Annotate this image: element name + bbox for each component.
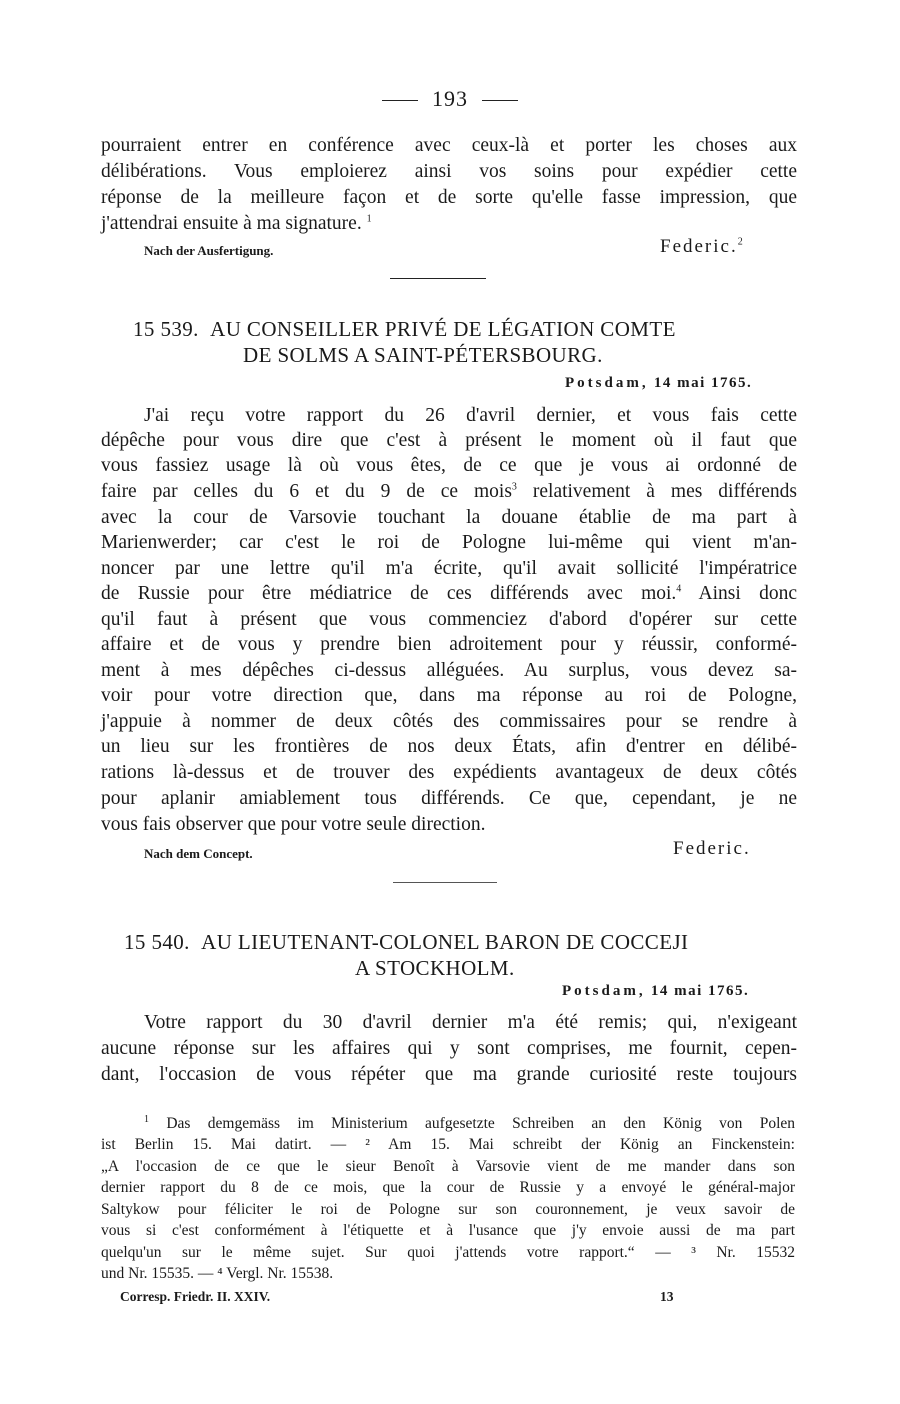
letter-15540-place: Potsdam,	[562, 983, 646, 999]
letter-15540-line-2: aucune réponse sur les affaires qui y sont comprises, me fournit, cepen-	[101, 1038, 797, 1059]
footnote-line-2: ist Berlin 15. Mai datirt. — ² Am 15. Mai schreibt der König an Finckenstein:	[101, 1136, 795, 1153]
footnote-mark-3: 3	[511, 481, 517, 493]
letter-15539-line-8	[101, 581, 797, 607]
footnote-line-3: „A l'occasion de ce que le sieur Benoît à Varsovie vient de me mander dans son	[101, 1158, 795, 1175]
letter-15539-line-7: noncer par une lettre qu'il m'a écrite, qu'il avait sollicité l'impératrice	[101, 558, 797, 579]
intro-line-1: pourraient entrer en conférence avec ceux-là et porter les choses aux	[101, 135, 797, 156]
letter-15539-heading-line-1	[133, 317, 676, 342]
footnote-line-7: quelqu'un sur le même sujet. Sur quoi j'attends votre rapport.“ — ³ Nr. 15532	[101, 1244, 795, 1261]
letter-15539-line-4-tail: relativement à mes différends	[532, 481, 797, 502]
letter-15539-dateline	[565, 375, 752, 392]
footnote-1-marker: 1	[144, 1113, 149, 1125]
footnote-line-1	[144, 1113, 795, 1135]
letter-15539-line-4-text: faire par celles du 6 et du 9 de ce mois	[101, 481, 512, 502]
intro-source-note: Nach der Ausfertigung.	[144, 243, 274, 258]
page-number-dash-right	[482, 100, 518, 101]
letter-15539-title-2: DE SOLMS A SAINT-PÉTERSBOURG.	[243, 343, 603, 367]
footnote-line-4: dernier rapport du 8 de ce mois, que la cour de Russie y a envoyé le général-major	[101, 1179, 795, 1196]
letter-15539-line-12: voir pour votre direction que, dans ma réponse au roi de Pologne,	[101, 685, 797, 706]
intro-line-4	[101, 211, 797, 237]
letter-15540-dateline	[562, 983, 749, 1000]
letter-15539-line-13: j'appuie à nommer de deux côtés des commissaires pour se rendre à	[101, 711, 797, 732]
letter-15539-place: Potsdam,	[565, 375, 649, 391]
letter-15540-line-1: Votre rapport du 30 d'avril dernier m'a été remis; qui, n'exigeant	[144, 1012, 797, 1033]
letter-15539-line-4	[101, 479, 797, 505]
page-number-dash-left	[382, 100, 418, 101]
letter-15539-line-16: pour aplanir amiablement tous différends. Ce que, cependant, je ne	[101, 788, 797, 809]
footnote-line-6: vous si c'est conformément à l'étiquette et à l'usance que j'y envoie aussi de ma part	[101, 1222, 795, 1239]
footnote-line-5: Saltykow pour féliciter le roi de Pologne sur son couronnement, je veux savoir de	[101, 1201, 795, 1218]
page-number	[0, 86, 900, 112]
footnote-line-1-text: Das demgemäss im Ministerium aufgesetzte Schreiben an den König von Polen	[166, 1115, 795, 1132]
section-divider-1	[390, 278, 486, 279]
letter-15539-number: 15 539.	[133, 317, 199, 341]
letter-15539-line-5: avec la cour de Varsovie touchant la douane établie de ma part à	[101, 507, 797, 528]
footnote-line-8: und Nr. 15535. — ⁴ Vergl. Nr. 15538.	[101, 1265, 334, 1282]
letter-15539-line-8-text: de Russie pour être médiatrice de ces différends avec moi.	[101, 583, 677, 604]
letter-15539-signature: Federic.	[673, 838, 751, 859]
letter-15539-line-15: rations là-dessus et de trouver des expédients avantageux de deux côtés	[101, 762, 797, 783]
intro-line-4-text: j'attendrai ensuite à ma signature.	[101, 213, 362, 234]
letter-15539-line-9: qu'il faut à présent que vous commenciez d'abord d'opérer sur cette	[101, 609, 797, 630]
letter-15539-line-2: dépêche pour vous dire que c'est à présent le moment où il faut que	[101, 430, 797, 451]
letter-15540-number: 15 540.	[124, 930, 190, 954]
intro-signature-text: Federic.	[660, 236, 738, 257]
letter-15539-line-1: J'ai reçu votre rapport du 26 d'avril dernier, et vous fais cette	[144, 405, 797, 426]
section-divider-2	[393, 882, 497, 883]
intro-signature	[660, 236, 745, 258]
letter-15539-line-3: vous fassiez usage là où vous êtes, de ce que je vous ai ordonné de	[101, 455, 797, 476]
page-number-text: 193	[432, 86, 468, 111]
letter-15539-line-8-tail: Ainsi donc	[698, 583, 797, 604]
intro-line-2: délibérations. Vous emploierez ainsi vos soins pour expédier cette	[101, 161, 797, 182]
letter-15540-heading-line-1	[124, 930, 688, 955]
letter-15539-source-note: Nach dem Concept.	[144, 846, 253, 861]
footnote-mark-2: 2	[737, 236, 745, 248]
footnote-mark-4: 4	[676, 583, 682, 595]
letter-15539-line-10: affaire et de vous y prendre bien adroitement pour y réussir, conformé-	[101, 634, 797, 655]
letter-15539-title-1: AU CONSEILLER PRIVÉ DE LÉGATION COMTE	[210, 317, 676, 341]
letter-15539-line-17: vous fais observer que pour votre seule direction.	[101, 814, 486, 835]
letter-15540-date: 14 mai 1765.	[650, 983, 750, 999]
letter-15540-title-2: A STOCKHOLM.	[355, 956, 515, 980]
letter-15539-date: 14 mai 1765.	[653, 375, 753, 391]
footer-sheet-number: 13	[660, 1289, 674, 1304]
footer-signature-mark: Corresp. Friedr. II. XXIV.	[120, 1289, 271, 1304]
intro-line-3: réponse de la meilleure façon et de sorte qu'elle fasse impression, que	[101, 187, 797, 208]
letter-15540-title-1: AU LIEUTENANT-COLONEL BARON DE COCCEJI	[201, 930, 689, 954]
letter-15539-line-11: ment à mes dépêches ci-dessus alléguées. Au surplus, vous devez sa-	[101, 660, 797, 681]
footnote-mark-1: 1	[366, 213, 372, 225]
letter-15540-line-3: dant, l'occasion de vous répéter que ma grande curiosité reste toujours	[101, 1064, 797, 1085]
letter-15539-line-6: Marienwerder; car c'est le roi de Pologne lui-même qui vient m'an-	[101, 532, 797, 553]
letter-15539-line-14: un lieu sur les frontières de nos deux États, afin d'entrer en délibé-	[101, 736, 797, 757]
